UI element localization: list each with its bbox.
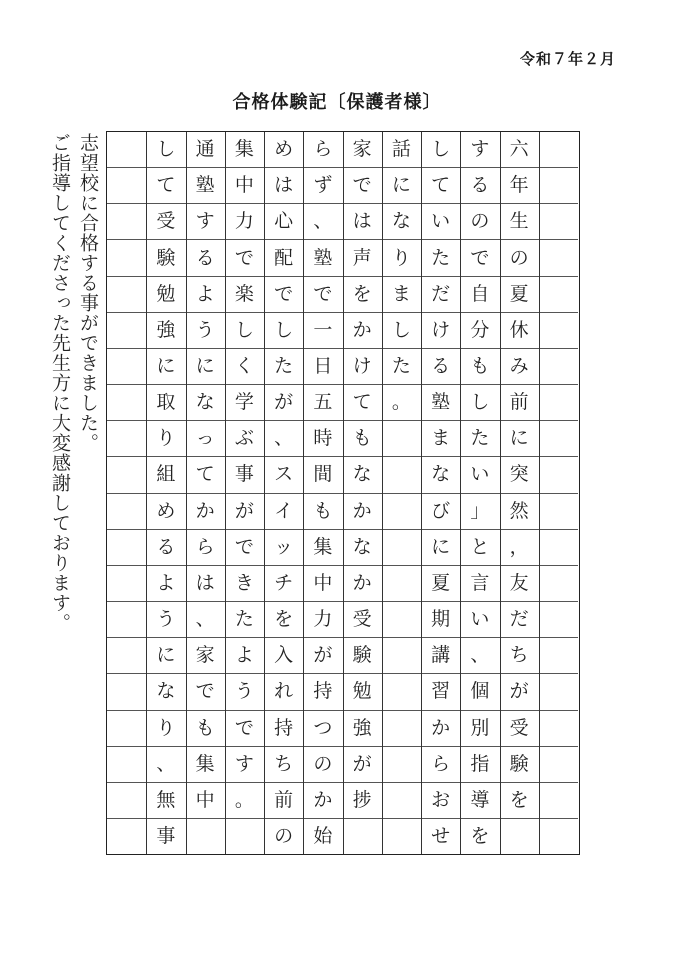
grid-cell: で <box>186 674 225 710</box>
grid-cell: か <box>343 566 382 602</box>
grid-cell <box>107 457 146 493</box>
grid-cell: よ <box>186 277 225 313</box>
grid-cell: 六 <box>500 132 539 168</box>
grid-cell <box>382 674 421 710</box>
grid-cell: 一 <box>303 313 342 349</box>
grid-cell: で <box>343 168 382 204</box>
grid-cell: 受 <box>343 602 382 638</box>
grid-cell: お <box>421 783 460 819</box>
grid-cell: を <box>264 602 303 638</box>
grid-cell: で <box>225 711 264 747</box>
grid-cell: た <box>421 240 460 276</box>
grid-cell <box>500 819 539 854</box>
grid-cell: け <box>421 313 460 349</box>
grid-cell: る <box>421 349 460 385</box>
grid-cell: 組 <box>146 457 185 493</box>
grid-cell: 。 <box>382 385 421 421</box>
grid-cell <box>107 240 146 276</box>
grid-cell: 突 <box>500 457 539 493</box>
grid-cell <box>107 349 146 385</box>
grid-cell: 入 <box>264 638 303 674</box>
grid-cell: 力 <box>303 602 342 638</box>
grid-cell: 前 <box>500 385 539 421</box>
grid-cell <box>539 240 578 276</box>
grid-cell: た <box>264 349 303 385</box>
grid-cell <box>107 638 146 674</box>
grid-cell: 中 <box>186 783 225 819</box>
grid-cell: が <box>303 638 342 674</box>
grid-cell <box>539 168 578 204</box>
grid-cell <box>539 385 578 421</box>
grid-cell: 楽 <box>225 277 264 313</box>
grid-cell <box>539 783 578 819</box>
grid-cell: 友 <box>500 566 539 602</box>
grid-cell <box>107 566 146 602</box>
grid-cell <box>107 385 146 421</box>
grid-cell: で <box>460 240 499 276</box>
grid-cell: り <box>146 711 185 747</box>
grid-cell: な <box>343 457 382 493</box>
grid-cell: は <box>343 204 382 240</box>
grid-cell: め <box>264 132 303 168</box>
grid-cell: も <box>303 494 342 530</box>
grid-cell: 事 <box>225 457 264 493</box>
grid-cell: が <box>264 385 303 421</box>
grid-cell: 講 <box>421 638 460 674</box>
grid-cell: も <box>343 421 382 457</box>
grid-column <box>107 132 146 854</box>
grid-cell <box>539 638 578 674</box>
grid-cell: 持 <box>264 711 303 747</box>
grid-cell: ， <box>500 530 539 566</box>
grid-cell: に <box>146 349 185 385</box>
grid-cell <box>107 530 146 566</box>
grid-column <box>186 132 225 854</box>
grid-cell: 」 <box>460 494 499 530</box>
grid-cell: よ <box>146 566 185 602</box>
grid-divider <box>382 132 383 854</box>
grid-cell: 。 <box>225 783 264 819</box>
grid-cell: 受 <box>500 711 539 747</box>
grid-cell: 通 <box>186 132 225 168</box>
grid-cell: 事 <box>156 825 176 848</box>
grid-divider <box>421 132 422 854</box>
grid-cell: ず <box>303 168 342 204</box>
grid-cell: 指 <box>460 747 499 783</box>
grid-column <box>460 132 499 854</box>
grid-cell: 勉 <box>146 277 185 313</box>
grid-divider <box>264 132 265 854</box>
grid-cell: る <box>460 168 499 204</box>
grid-cell: た <box>382 349 421 385</box>
grid-cell: で <box>264 277 303 313</box>
grid-cell: の <box>500 240 539 276</box>
grid-cell <box>382 494 421 530</box>
grid-cell: は <box>264 168 303 204</box>
grid-cell: ま <box>382 277 421 313</box>
grid-cell <box>382 602 421 638</box>
grid-column <box>343 132 382 854</box>
grid-cell: に <box>382 168 421 204</box>
grid-cell: れ <box>264 674 303 710</box>
grid-cell: 集 <box>303 530 342 566</box>
grid-cell: 強 <box>343 711 382 747</box>
grid-cell <box>107 421 146 457</box>
grid-cell: た <box>460 421 499 457</box>
grid-cell: ぶ <box>225 421 264 457</box>
grid-cell <box>382 783 421 819</box>
grid-cell: ま <box>421 421 460 457</box>
grid-cell <box>539 277 578 313</box>
grid-column <box>264 132 303 854</box>
grid-cell: く <box>225 349 264 385</box>
grid-cell: る <box>186 240 225 276</box>
grid-cell <box>539 349 578 385</box>
grid-cell <box>107 747 146 783</box>
grid-cell: を <box>343 277 382 313</box>
grid-column <box>500 132 539 854</box>
grid-cell: 配 <box>264 240 303 276</box>
grid-cell: 別 <box>460 711 499 747</box>
grid-cell <box>539 132 578 168</box>
grid-cell: 中 <box>303 566 342 602</box>
grid-cell: が <box>343 747 382 783</box>
grid-cell: 塾 <box>421 385 460 421</box>
grid-cell: す <box>225 747 264 783</box>
grid-cell: で <box>225 240 264 276</box>
grid-divider <box>500 132 501 854</box>
grid-cell: す <box>186 204 225 240</box>
grid-cell: め <box>146 494 185 530</box>
grid-cell <box>225 819 264 854</box>
grid-cell: だ <box>500 602 539 638</box>
grid-cell: 時 <box>303 421 342 457</box>
grid-column <box>146 132 185 854</box>
grid-cell: る <box>146 530 185 566</box>
grid-cell <box>382 421 421 457</box>
grid-cell: て <box>146 168 185 204</box>
grid-cell: な <box>421 457 460 493</box>
manuscript-grid <box>106 131 580 855</box>
grid-cell: し <box>225 313 264 349</box>
grid-divider <box>186 132 187 854</box>
grid-cell: な <box>343 530 382 566</box>
grid-cell: 験 <box>343 638 382 674</box>
grid-cell: う <box>225 674 264 710</box>
grid-cell: び <box>421 494 460 530</box>
grid-cell <box>539 204 578 240</box>
grid-cell: 捗 <box>343 783 382 819</box>
grid-cell: 家 <box>186 638 225 674</box>
grid-cell: 個 <box>460 674 499 710</box>
grid-cell: な <box>382 204 421 240</box>
grid-divider <box>539 132 540 854</box>
grid-cell: ッ <box>264 530 303 566</box>
grid-cell <box>539 421 578 457</box>
grid-cell: か <box>303 783 342 819</box>
grid-cell: と <box>460 530 499 566</box>
grid-cell: 導 <box>460 783 499 819</box>
grid-cell <box>539 566 578 602</box>
grid-cell: し <box>421 132 460 168</box>
grid-cell: を <box>500 783 539 819</box>
grid-cell: て <box>421 168 460 204</box>
grid-cell <box>382 711 421 747</box>
grid-cell: し <box>146 132 185 168</box>
grid-cell: 心 <box>264 204 303 240</box>
grid-cell: 言 <box>460 566 499 602</box>
grid-cell: う <box>146 602 185 638</box>
grid-cell <box>107 783 146 819</box>
grid-divider <box>303 132 304 854</box>
grid-divider <box>146 132 147 854</box>
grid-cell <box>539 313 578 349</box>
grid-cell: 塾 <box>303 240 342 276</box>
grid-cell: 、 <box>186 602 225 638</box>
grid-cell: の <box>274 825 294 848</box>
grid-cell: 分 <box>460 313 499 349</box>
grid-cell: ら <box>186 530 225 566</box>
grid-cell: 夏 <box>500 277 539 313</box>
grid-cell <box>539 494 578 530</box>
grid-cell: の <box>460 204 499 240</box>
grid-divider <box>225 132 226 854</box>
grid-cell: 集 <box>225 132 264 168</box>
grid-cell: き <box>225 566 264 602</box>
grid-cell: た <box>225 602 264 638</box>
grid-cell: っ <box>186 421 225 457</box>
grid-cell: 験 <box>146 240 185 276</box>
grid-cell: よ <box>225 638 264 674</box>
grid-cell <box>382 457 421 493</box>
grid-cell <box>539 819 578 854</box>
grid-cell: し <box>264 313 303 349</box>
grid-cell: 持 <box>303 674 342 710</box>
grid-cell: い <box>460 602 499 638</box>
grid-cell: し <box>460 385 499 421</box>
grid-cell: 期 <box>421 602 460 638</box>
grid-cell <box>107 711 146 747</box>
grid-cell: ら <box>421 747 460 783</box>
grid-cell: り <box>146 421 185 457</box>
grid-cell: か <box>343 494 382 530</box>
grid-cell: 勉 <box>343 674 382 710</box>
grid-cell: ち <box>264 747 303 783</box>
grid-cell: な <box>186 385 225 421</box>
grid-cell <box>107 819 146 854</box>
grid-cell: 始 <box>313 825 333 848</box>
grid-cell: 然 <box>500 494 539 530</box>
grid-column <box>421 132 460 854</box>
grid-cell <box>382 819 421 854</box>
grid-cell: の <box>303 747 342 783</box>
grid-cell: 五 <box>303 385 342 421</box>
grid-cell <box>107 602 146 638</box>
grid-cell: つ <box>303 711 342 747</box>
grid-cell: に <box>186 349 225 385</box>
grid-cell <box>107 132 146 168</box>
grid-cell <box>107 494 146 530</box>
grid-cell: け <box>343 349 382 385</box>
grid-cell: う <box>186 313 225 349</box>
grid-cell: 、 <box>303 204 342 240</box>
grid-cell: も <box>460 349 499 385</box>
grid-cell: イ <box>264 494 303 530</box>
grid-cell: せ <box>431 825 451 848</box>
grid-cell: 、 <box>460 638 499 674</box>
margin-note-2: ご指導してくださった先生方に大変感謝しております。 <box>49 133 71 633</box>
grid-cell: い <box>460 457 499 493</box>
grid-cell: 塾 <box>186 168 225 204</box>
grid-column <box>539 132 578 854</box>
grid-cell: を <box>470 825 490 848</box>
grid-cell: て <box>343 385 382 421</box>
page-title: 合格体験記〔保護者様〕 <box>232 92 442 113</box>
grid-cell <box>107 674 146 710</box>
grid-cell: だ <box>421 277 460 313</box>
grid-cell <box>382 566 421 602</box>
grid-cell <box>539 602 578 638</box>
grid-cell: ち <box>500 638 539 674</box>
grid-cell: い <box>421 204 460 240</box>
grid-cell: が <box>225 494 264 530</box>
grid-cell: は <box>186 566 225 602</box>
grid-cell: ス <box>264 457 303 493</box>
grid-cell <box>539 674 578 710</box>
grid-cell <box>382 530 421 566</box>
grid-cell: 学 <box>225 385 264 421</box>
grid-cell: に <box>421 530 460 566</box>
grid-cell: 、 <box>146 747 185 783</box>
grid-cell: す <box>460 132 499 168</box>
grid-cell <box>382 638 421 674</box>
grid-cell: 日 <box>303 349 342 385</box>
grid-cell: 強 <box>146 313 185 349</box>
grid-cell: 、 <box>264 421 303 457</box>
grid-cell: 家 <box>343 132 382 168</box>
grid-column <box>382 132 421 854</box>
grid-divider <box>460 132 461 854</box>
grid-cell <box>343 819 382 854</box>
grid-cell: 中 <box>225 168 264 204</box>
grid-cell: で <box>303 277 342 313</box>
grid-cell: 生 <box>500 204 539 240</box>
grid-cell <box>107 168 146 204</box>
grid-cell: 年 <box>500 168 539 204</box>
grid-cell: 自 <box>460 277 499 313</box>
grid-cell: 間 <box>303 457 342 493</box>
grid-cell: 習 <box>421 674 460 710</box>
grid-cell <box>382 747 421 783</box>
grid-cell: か <box>421 711 460 747</box>
grid-cell: か <box>343 313 382 349</box>
grid-cell: 話 <box>382 132 421 168</box>
grid-column <box>303 132 342 854</box>
grid-column <box>225 132 264 854</box>
grid-cell <box>107 204 146 240</box>
grid-cell: に <box>146 638 185 674</box>
grid-cell: て <box>186 457 225 493</box>
grid-cell <box>107 277 146 313</box>
grid-cell: 取 <box>146 385 185 421</box>
grid-cell: り <box>382 240 421 276</box>
grid-cell <box>539 747 578 783</box>
grid-cell <box>539 457 578 493</box>
grid-cell: も <box>186 711 225 747</box>
grid-cell: 休 <box>500 313 539 349</box>
grid-cell: 力 <box>225 204 264 240</box>
grid-cell: チ <box>264 566 303 602</box>
grid-cell: 集 <box>186 747 225 783</box>
grid-cell: で <box>225 530 264 566</box>
grid-divider <box>343 132 344 854</box>
grid-cell: み <box>500 349 539 385</box>
grid-cell: し <box>382 313 421 349</box>
date-label: 令和７年２月 <box>519 50 616 68</box>
grid-cell: 無 <box>146 783 185 819</box>
grid-cell: か <box>186 494 225 530</box>
grid-cell <box>186 819 225 854</box>
grid-cell: に <box>500 421 539 457</box>
grid-cell: 受 <box>146 204 185 240</box>
grid-cell <box>539 711 578 747</box>
grid-cell: な <box>146 674 185 710</box>
grid-cell: ら <box>303 132 342 168</box>
grid-cell <box>107 313 146 349</box>
grid-cell: 夏 <box>421 566 460 602</box>
grid-cell: が <box>500 674 539 710</box>
grid-cell <box>539 530 578 566</box>
grid-cell: 前 <box>264 783 303 819</box>
grid-cell: 験 <box>500 747 539 783</box>
margin-note-1: 志望校に合格する事ができました。 <box>77 133 99 453</box>
grid-cell: 声 <box>343 240 382 276</box>
